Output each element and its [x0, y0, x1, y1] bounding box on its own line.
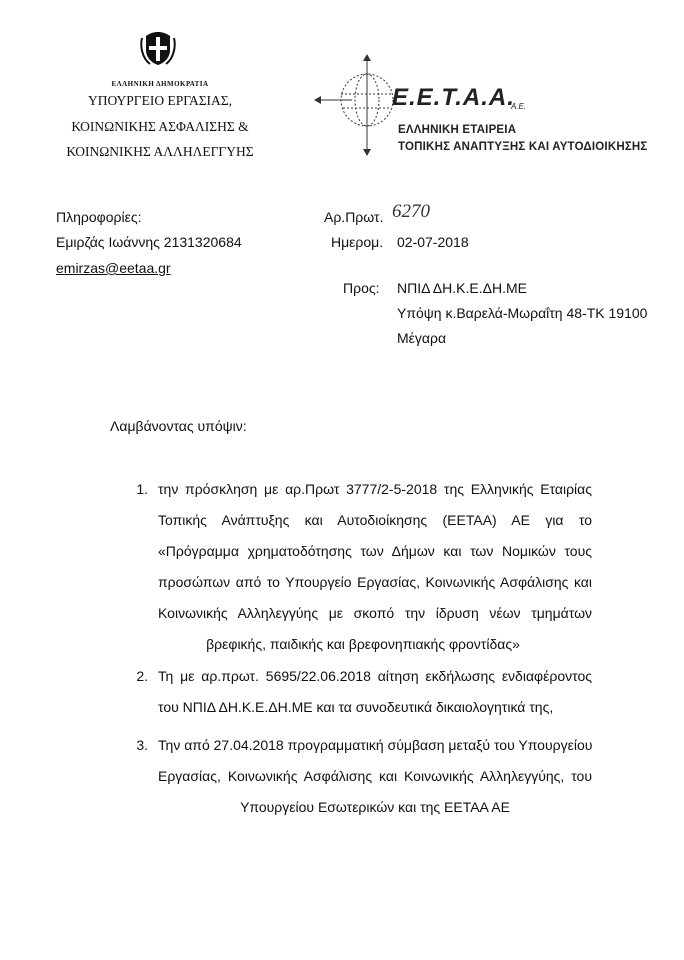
- eetaa-logo-suffix: Α.Ε.: [511, 102, 527, 111]
- recipient-label: Προς:: [343, 280, 380, 296]
- item-line: Υπουργείου Εσωτερικών και της ΕΕΤΑΑ ΑΕ: [240, 799, 510, 815]
- recipient-line-2: Υπόψη κ.Βαρελά-Μωραΐτη 48-ΤΚ 19100: [397, 305, 648, 321]
- ministry-line-1: ΥΠΟΥΡΓΕΙΟ ΕΡΓΑΣΙΑΣ,: [87, 93, 233, 108]
- protocol-number: 6270: [392, 201, 430, 222]
- item-line: Την από 27.04.2018 προγραμματική σύμβαση μεταξύ του Υπουργείου: [158, 737, 593, 753]
- greek-emblem-icon: [138, 28, 178, 68]
- eetaa-logo-text: Ε.Ε.Τ.Α.Α.: [392, 84, 515, 111]
- organization-name-line-1: ΕΛΛΗΝΙΚΗ ΕΤΑΙΡΕΙΑ: [398, 124, 517, 136]
- info-email-link[interactable]: emirzas@eetaa.gr: [56, 260, 171, 276]
- item-line: του ΝΠΙΔ ΔΗ.Κ.Ε.ΔΗ.ΜΕ και τα συνοδευτικά δικαιολογητικά της,: [158, 699, 554, 715]
- item-line: την πρόσκληση με αρ.Πρωτ 3777/2-5-2018 της Ελληνικής Εταιρίας: [158, 481, 592, 497]
- organization-name-line-2: ΤΟΠΙΚΗΣ ΑΝΑΠΤΥΞΗΣ ΚΑΙ ΑΥΤΟΔΙΟΙΚΗΣΗΣ: [398, 141, 648, 153]
- item-line: προσώπων από το Υπουργείο Εργασίας, Κοινωνικής Ασφάλισης και: [158, 574, 592, 590]
- republic-label: ΕΛΛΗΝΙΚΗ ΔΗΜΟΚΡΑΤΙΑ: [111, 80, 209, 88]
- item-line: Εργασίας, Κοινωνικής Ασφάλισης και Κοινωνικής Αλληλεγγύης, του: [158, 768, 592, 784]
- item-number: 1.: [136, 481, 148, 497]
- recipient-line-3: Μέγαρα: [397, 330, 447, 346]
- item-number: 2.: [136, 668, 148, 684]
- recipient-line-1: ΝΠΙΔ ΔΗ.Κ.Ε.ΔΗ.ΜΕ: [397, 280, 527, 296]
- item-line: Κοινωνικής Αλληλεγγύης με σκοπό την ίδρυση νέων τμημάτων: [158, 605, 592, 621]
- item-line: Τοπικής Ανάπτυξης και Αυτοδιοίκησης (ΕΕΤΑΑ) ΑΕ για το: [158, 512, 592, 528]
- protocol-label: Αρ.Πρωτ.: [324, 209, 384, 225]
- intro-text: Λαμβάνοντας υπόψιν:: [110, 418, 247, 434]
- date-label: Ημερομ.: [331, 234, 384, 250]
- item-line: «Πρόγραμμα χρηματοδότησης των Δήμων και των Νομικών τους: [158, 543, 592, 559]
- item-line: βρεφικής, παιδικής και βρεφονηπιακής φροντίδας»: [206, 636, 520, 652]
- ministry-line-2: ΚΟΙΝΩΝΙΚΗΣ ΑΣΦΑΛΙΣΗΣ &: [71, 119, 249, 134]
- info-contact: Εμιρζάς Ιωάννης 2131320684: [56, 234, 242, 250]
- info-label: Πληροφορίες:: [56, 209, 142, 225]
- item-number: 3.: [136, 737, 148, 753]
- item-line: Τη με αρ.πρωτ. 5695/22.06.2018 αίτηση εκδήλωσης ενδιαφέροντος: [158, 668, 592, 684]
- date-value: 02-07-2018: [397, 234, 469, 250]
- ministry-line-3: ΚΟΙΝΩΝΙΚΗΣ ΑΛΛΗΛΕΓΓΥΗΣ: [66, 144, 254, 159]
